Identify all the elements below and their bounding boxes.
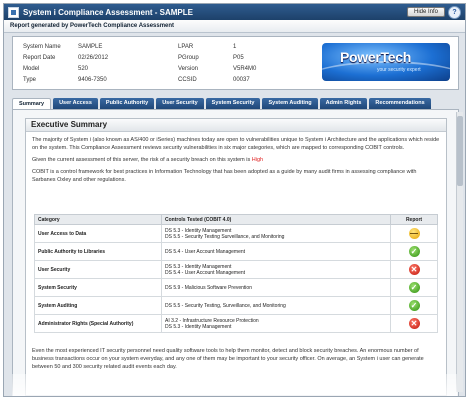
column-header-category: Category [35, 215, 162, 225]
check-icon[interactable]: ✓ [409, 300, 420, 311]
info-value: 9406-7350 [78, 77, 107, 83]
control-line: DS 5.3 - Identity Management [165, 323, 232, 330]
info-label: Model [23, 66, 40, 72]
app-window [3, 3, 466, 397]
category-cell: Public Authority to Libraries [35, 243, 162, 261]
info-label: Type [23, 77, 37, 83]
column-header-report: Report [391, 215, 438, 225]
hide-info-button[interactable]: Hide Info [407, 7, 445, 17]
table-row [35, 297, 438, 315]
info-value: P05 [233, 55, 244, 61]
report-cell [391, 297, 438, 315]
control-line: DS 5.9 - Malicious Software Prevention [165, 284, 252, 291]
tab-user-security[interactable]: User Security [156, 98, 203, 109]
controls-cell [162, 279, 391, 297]
tab-system-auditing[interactable]: System Auditing [262, 98, 317, 109]
tab-summary[interactable]: Summary [12, 98, 51, 111]
info-label: LPAR [178, 44, 194, 50]
check-icon[interactable]: ✓ [409, 246, 420, 257]
logo-name: PowerTech [340, 49, 411, 65]
risk-paragraph [26, 156, 446, 164]
tab-content [12, 109, 459, 397]
column-header-controls: Controls Tested (COBIT 4.0) [162, 215, 391, 225]
app-icon [8, 7, 19, 18]
info-value: 520 [78, 66, 89, 72]
info-value: 1 [233, 44, 237, 50]
table-row [35, 261, 438, 279]
cobit-paragraph: COBIT is a control framework for best practices in Information Technology that has been adopted as a guide by many audit firms in assessing compliance with Sarbanes Oxley and other regulations. [32, 169, 417, 183]
report-cell [391, 261, 438, 279]
info-row [23, 42, 293, 53]
info-label: CCSID [178, 77, 197, 83]
controls-cell [162, 261, 391, 279]
tab-admin-rights[interactable]: Admin Rights [320, 98, 368, 109]
table-row [35, 279, 438, 297]
category-cell: User Access to Data [35, 225, 162, 243]
category-table [34, 214, 438, 333]
help-icon[interactable]: ? [448, 6, 461, 19]
info-row [23, 53, 293, 64]
control-line: DS 5.5 - Security Testing, Surveillance, and Monitoring [165, 302, 286, 309]
control-line: DS 5.4 - User Account Management [165, 248, 246, 255]
risk-text: Given the current assessment of this server, the risk of a security breach on this system is [32, 157, 252, 163]
control-line: DS 5.3 - Identity Management [165, 263, 232, 270]
category-cell: System Security [35, 279, 162, 297]
info-value: V5R4M0 [233, 66, 257, 72]
info-row [23, 64, 293, 75]
table-header-row [35, 215, 438, 225]
title-bar [4, 4, 465, 20]
info-value: 02/26/2012 [78, 55, 109, 61]
category-cell: System Auditing [35, 297, 162, 315]
window-title: System i Compliance Assessment - SAMPLE [23, 7, 193, 17]
control-line: DS 5.4 - User Account Management [165, 269, 246, 276]
footer-paragraph: Even the most experienced IT security personnel need quality software tools to help them monitor, detect and block security breaches. An enormous number of business transactions occur on your system everyday, and any one of them may be important to your security officer. On average, an System i user can generate between 50 and 300 security related audit events each day. [32, 348, 424, 370]
table-row [35, 225, 438, 243]
control-line: AI 3.2 - Infrastructure Resource Protection [165, 317, 259, 324]
tab-user-access[interactable]: User Access [53, 98, 98, 109]
info-value: SAMPLE [78, 44, 103, 50]
info-label: Report Date [23, 55, 56, 61]
info-label: System Name [23, 44, 61, 50]
intro-paragraph: The majority of System i (also known as AS/400 or iSeries) machines today are open to vulnerabilities unique to System i Architecture and the applications which reside on the system. This Compliance Assessment reviews security vulnerabilities in six major categories, which are mapped to corresponding COBIT controls. [32, 137, 440, 151]
executive-summary-panel [25, 118, 447, 396]
powertech-logo [322, 43, 450, 81]
control-line: DS 5.5 - Security Testing Surveillance, and Monitoring [165, 233, 285, 240]
table-row [35, 243, 438, 261]
vertical-scrollbar[interactable] [456, 112, 463, 392]
controls-cell [162, 315, 391, 333]
system-info-grid [23, 42, 293, 86]
controls-cell [162, 297, 391, 315]
fail-x-icon[interactable]: ✕ [409, 318, 420, 329]
info-label: Version [178, 66, 199, 72]
fail-x-icon[interactable]: ✕ [409, 264, 420, 275]
tab-recommendations[interactable]: Recommendations [369, 98, 430, 109]
table-row [35, 315, 438, 333]
control-line: DS 5.3 - Identity Management [165, 227, 232, 234]
logo-tagline: your security expert [377, 67, 421, 73]
warning-icon[interactable] [409, 228, 420, 239]
scrollbar-thumb[interactable] [457, 116, 463, 186]
report-cell [391, 243, 438, 261]
report-cell [391, 279, 438, 297]
category-cell: User Security [35, 261, 162, 279]
controls-cell [162, 243, 391, 261]
category-cell: Administrator Rights (Special Authority) [35, 315, 162, 333]
system-info-panel [12, 36, 459, 90]
risk-level: High [251, 157, 264, 163]
tab-public-authority[interactable]: Public Authority [100, 98, 154, 109]
info-value: 00037 [233, 77, 250, 83]
report-cell [391, 225, 438, 243]
controls-cell [162, 225, 391, 243]
report-cell [391, 315, 438, 333]
report-generated-bar: Report generated by PowerTech Compliance Assessment [4, 20, 465, 33]
info-row [23, 75, 293, 86]
check-icon[interactable]: ✓ [409, 282, 420, 293]
reflection-fade [12, 374, 457, 397]
info-label: PGroup [178, 55, 199, 61]
executive-summary-title: Executive Summary [26, 119, 446, 132]
tab-system-security[interactable]: System Security [206, 98, 261, 109]
